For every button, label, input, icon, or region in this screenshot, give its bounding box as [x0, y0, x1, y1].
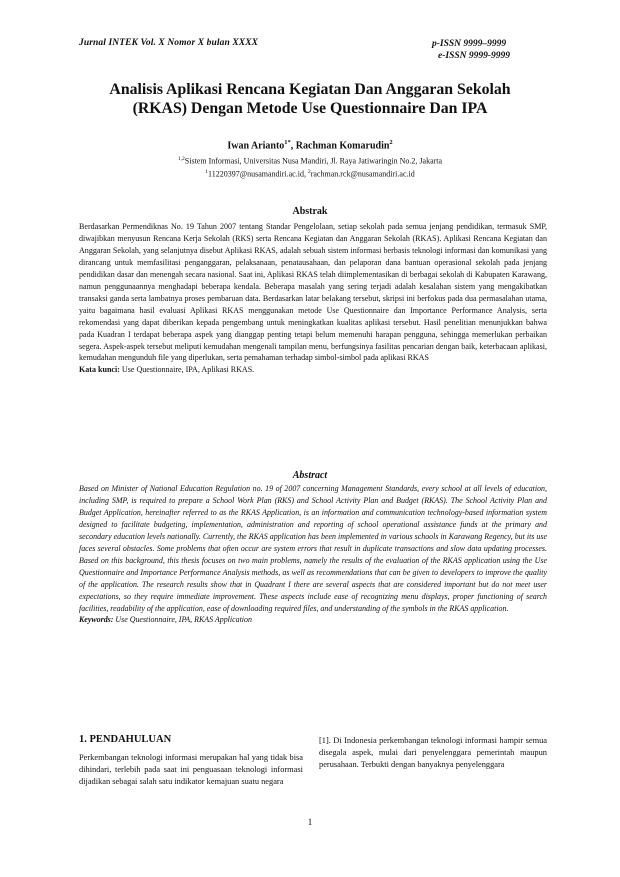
affiliation-sup: 1,2 [177, 156, 185, 162]
abstract-heading: Abstract [292, 470, 328, 481]
author-2-sup: 2 [389, 139, 393, 146]
page-number: 1 [307, 817, 313, 827]
abstrak-keywords-label: Kata kunci: [79, 365, 120, 375]
author-separator: , [290, 140, 296, 152]
email-sup-1: 1 [205, 168, 209, 175]
author-1-sup: 1* [284, 139, 291, 146]
affiliation [60, 154, 560, 179]
abstract-keywords-text: Use Questionnaire, IPA, RKAS Application [113, 615, 252, 625]
abstract-body: Based on Minister of National Education Regulation no. 19 of 2007 concerning Management Standards, every school at all levels of education, including SMP, is required to prepare a School Work Plan (RKS) and School Activity Plan and Budget (RKAS). The School Activity Plan and Budget Application, hereinafter referred to as the RKAS Application, is an information and communication technology-based information system designed to facilitate budgeting, implementation, administration and reporting of school operational assistance funds at the primary and secondary education levels nationally. Currently, the RKAS application has been implemented in various schools in Karawang Regency, but its use faces several obstacles. Some problems that often occur are system errors that result in duplicate transactions and slow data updating processes. Based on this background, this thesis focuses on two main problems, namely the results of the evaluation of the RKAS application using the Use Questionnaire and Importance Performance Analysis methods, as well as recommendations that can be given to developers to improve the quality of the application. The research results show that in Quadrant I there are several aspects that are considered important but do not meet user expectations, so they require immediate improvement. These aspects include ease of recognizing menu displays, proper functioning of search facilities, readability of the application, ease of downloading required files, and understanding of the symbols in the RKAS application. [79, 484, 547, 613]
title-line-1: Analisis Aplikasi Rencana Kegiatan Dan Anggaran Sekolah [109, 81, 511, 98]
abstract-keywords [79, 614, 547, 626]
body-column-left: Perkembangan teknologi informasi merupakan hal yang tidak bisa dihindari, terlebih pada saat ini penguasaan teknologi informasi dijadikan sebagai salah satu indikator kemajuan suatu negara [79, 753, 303, 786]
journal-name: Jurnal INTEK Vol. X Nomor X bulan XXXX [79, 38, 259, 48]
affiliation-line [60, 154, 560, 167]
email-sup-2: 2 [307, 168, 311, 175]
abstrak-keywords-text: Use Questionnaire, IPA, Aplikasi RKAS. [119, 365, 255, 375]
abstrak-block [79, 221, 547, 376]
body-column-right: [1]. Di Indonesia perkembangan teknologi informasi hampir semua disegala aspek, mulai dari penyelenggara pemerintah maupun perusahaan. Terbukti dengan banyaknya penyelenggara [319, 736, 547, 769]
title-line-2: (RKAS) Dengan Metode Use Questionnaire Dan IPA [132, 100, 488, 117]
email-line [60, 167, 560, 180]
author-2: Rachman Komarudin [295, 140, 390, 152]
author-1: Iwan Arianto [227, 140, 285, 152]
abstrak-keywords [79, 364, 547, 376]
author-list [60, 139, 560, 151]
email-2: rachman.rck@nusamandiri.ac.id [310, 169, 415, 179]
abstrak-heading: Abstrak [292, 206, 328, 217]
email-1: 11220397@nusamandiri.ac.id, [208, 169, 308, 179]
section-heading: 1. PENDAHULUAN [79, 734, 172, 745]
abstract-keywords-label: Keywords: [79, 615, 114, 625]
abstract-block [79, 483, 547, 626]
abstrak-body: Berdasarkan Permendiknas No. 19 Tahun 2007 tentang Standar Pengelolaan, setiap sekolah pada semua jenjang pendidikan, termasuk SMP, diwajibkan menyusun Rencana Kerja Sekolah (RKS) serta Rencana Kegiatan dan Anggaran Sekolah (RKAS). Aplikasi Rencana Kegiatan dan Anggaran Sekolah, yang selanjutnya disebut Aplikasi RKAS, adalah sebuah sistem informasi berbasis teknologi informasi dan komunikasi yang dirancang untuk memfasilitasi penganggaran, pelaksanaan, penatausahaan, dan pelaporan dana bantuan operasional sekolah pada jenjang pendidikan dasar dan menengah secara nasional. Saat ini, Aplikasi RKAS telah diimplementasikan di berbagai sekolah di Kabupaten Karawang, namun penggunaannya menghadapi beberapa kendala. Beberapa masalah yang sering terjadi adalah kesalahan sistem yang mengakibatkan transaksi ganda serta lambatnya proses pembaruan data. Berdasarkan latar belakang tersebut, skripsi ini berfokus pada dua permasalahan utama, yaitu bagaimana hasil evaluasi Aplikasi RKAS menggunakan metode Use Questionnaire dan Importance Performance Analysis, serta rekomendasi yang dapat diberikan kepada pengembang untuk meningkatkan kualitas aplikasi tersebut. Hasil penelitian menunjukkan bahwa pada Kuadran I terdapat beberapa aspek yang dianggap penting tetapi belum memenuhi harapan pengguna, sehingga memerlukan perbaikan segera. Aspek-aspek tersebut meliputi kemudahan mengenali tampilan menu, berfungsinya fasilitas pencarian dengan baik, keterbacaan aplikasi, kemudahan mengunduh file yang diperlukan, serta pemahaman terhadap simbol-simbol pada aplikasi RKAS [79, 222, 547, 363]
issn-electronic: e-ISSN 9999-9999 [438, 51, 511, 61]
issn-block [432, 38, 547, 62]
affiliation-text: Sistem Informasi, Universitas Nusa Mandiri, Jl. Raya Jatiwaringin No.2, Jakarta [184, 156, 443, 166]
issn-print: p-ISSN 9999–9999 [432, 39, 507, 49]
paper-title [60, 80, 560, 118]
